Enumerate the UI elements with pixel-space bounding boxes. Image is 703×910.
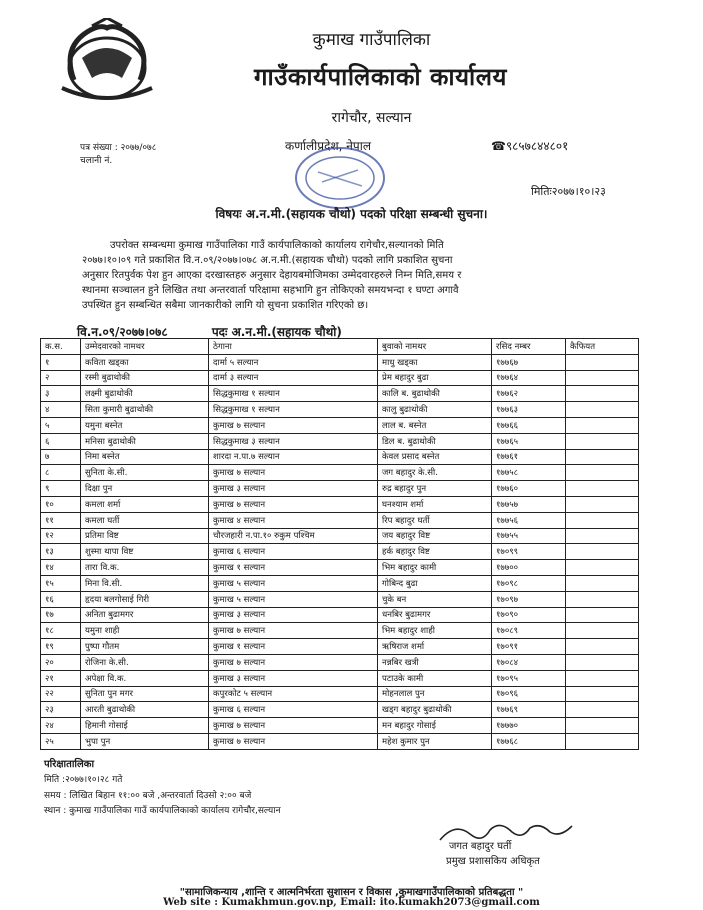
table-row: [41, 560, 639, 576]
table-cell: १७७६४: [492, 370, 566, 386]
table-cell: कुमाख ७ सल्यान: [209, 417, 378, 433]
table-cell: कालि ब. बुढाथोकी: [378, 386, 492, 402]
table-cell: [566, 481, 639, 497]
table-cell: १७७६२: [492, 386, 566, 402]
table-row: [41, 654, 639, 670]
table-cell: [566, 591, 639, 607]
table-cell: [566, 386, 639, 402]
table-cell: पुष्पा गौतम: [81, 639, 209, 655]
exam-date: मिति :२०७७।१०।२८ गते: [44, 775, 123, 785]
table-cell: १७७५६: [492, 512, 566, 528]
table-cell: सिद्धकुमाख ३ सल्यान: [209, 433, 378, 449]
table-cell: सिता कुमारी बुढाथोकी: [81, 402, 209, 418]
table-cell: १७७६६: [492, 417, 566, 433]
exam-place: स्थान : कुमाख गाउँपालिका गाउँ कार्यपालिकाको कार्यालय रागेचौर,सल्यान: [44, 806, 281, 816]
table-cell: १७०८४: [492, 654, 566, 670]
table-cell: [566, 433, 639, 449]
table-cell: रस्मी बुढाथोकी: [81, 370, 209, 386]
table-row: [41, 575, 639, 591]
table-cell: घनश्याम शर्मा: [378, 496, 492, 512]
table-cell: १७७७०: [492, 718, 566, 734]
table-cell: [566, 575, 639, 591]
table-cell: १०: [41, 496, 81, 512]
table-cell: माधु खड्का: [378, 354, 492, 370]
table-cell: १७७६९: [492, 702, 566, 718]
body-line: २०७७।१०।०९ गते प्रकाशित वि.न.०९/२०७७।०७८ अ.न.मी.(सहायक चौथो) पदको लागि प्रकाशित सुचना: [82, 255, 453, 266]
table-cell: यमुना शाही: [81, 623, 209, 639]
table-cell: शुस्मा थापा विष्ट: [81, 544, 209, 560]
exam-time: समय : लिखित बिहान ११:०० बजे ,अन्तरवार्ता दिउसो २:०० बजे: [44, 791, 252, 801]
table-cell: लाल ब. बस्नेत: [378, 417, 492, 433]
table-cell: मनिसा बुढाथोकी: [81, 433, 209, 449]
table-cell: [566, 733, 639, 749]
table-cell: १७७६१: [492, 449, 566, 465]
table-cell: [566, 623, 639, 639]
table-cell: १: [41, 354, 81, 370]
table-cell: लक्ष्मी बुढाथोकी: [81, 386, 209, 402]
table-cell: १७७५७: [492, 496, 566, 512]
table-cell: कुमाख ७ सल्यान: [209, 496, 378, 512]
table-cell: २३: [41, 702, 81, 718]
table-cell: ३: [41, 386, 81, 402]
table-cell: १७०९५: [492, 670, 566, 686]
table-cell: [566, 354, 639, 370]
table-cell: कालु बुढाथोकी: [378, 402, 492, 418]
body-line: स्थानमा सञ्चालन हुने लिखित तथा अन्तरवार्ता परिक्षामा सहभागि हुन तोकिएको समयभन्दा १ घण्टा अगावै: [82, 285, 459, 296]
table-cell: अनिता बुढामगर: [81, 607, 209, 623]
table-cell: मोहनलाल पुन: [378, 686, 492, 702]
table-cell: कुमाख ४ सल्यान: [209, 512, 378, 528]
table-cell: [566, 718, 639, 734]
table-cell: १७७५५: [492, 528, 566, 544]
table-cell: आरती बुढाथोकी: [81, 702, 209, 718]
table-cell: अपेक्षा वि.क.: [81, 670, 209, 686]
table-cell: कुमाख १ सल्यान: [209, 560, 378, 576]
table-row: [41, 639, 639, 655]
body-line: उपरोक्त सम्बन्धमा कुमाख गाउँपालिका गाउँ कार्यपालिकाको कार्यालय रागेचौर,सल्यानको मिति: [110, 240, 444, 251]
table-cell: १७०९७: [492, 591, 566, 607]
table-cell: २१: [41, 670, 81, 686]
table-cell: दिक्षा पुन: [81, 481, 209, 497]
table-cell: तारा वि.क.: [81, 560, 209, 576]
table-cell: [566, 512, 639, 528]
table-cell: कुमाख १ सल्यान: [209, 639, 378, 655]
table-cell: कुमाख ७ सल्यान: [209, 733, 378, 749]
table-cell: नन्नबिर खत्री: [378, 654, 492, 670]
signatory-name: जगत बहादुर घर्ती: [449, 841, 512, 852]
table-row: [41, 718, 639, 734]
table-cell: ८: [41, 465, 81, 481]
office-stamp-icon: [278, 142, 398, 214]
table-cell: [566, 449, 639, 465]
table-cell: २२: [41, 686, 81, 702]
table-cell: [566, 528, 639, 544]
advertisement-number: वि.न.०९/२०७७।०७८: [77, 325, 168, 339]
table-cell: धनबिर बुढामगर: [378, 607, 492, 623]
column-header: कैफियत: [566, 339, 639, 355]
table-cell: कुमाख ७ सल्यान: [209, 465, 378, 481]
table-cell: ६: [41, 433, 81, 449]
table-cell: ७: [41, 449, 81, 465]
table-cell: कमला घर्ती: [81, 512, 209, 528]
phone-number: ☎९८५७८४४८०१: [491, 139, 569, 153]
body-line: अनुसार रितपुर्वक पेश हुन आएका दरखास्तहरु अनुसार देहायबमोजिमका उम्मेदवारहरुले निम्न मिति,समय र: [82, 270, 462, 281]
table-cell: १७०९८: [492, 575, 566, 591]
table-cell: हर्क बहादुर विष्ट: [378, 544, 492, 560]
table-cell: १७७६८: [492, 733, 566, 749]
table-row: [41, 512, 639, 528]
table-header-row: [41, 339, 639, 355]
table-row: [41, 370, 639, 386]
table-cell: [566, 496, 639, 512]
table-cell: [566, 417, 639, 433]
table-cell: १७०९०: [492, 607, 566, 623]
table-cell: १७७५८: [492, 465, 566, 481]
column-header: उम्मेदवारको नामथर: [81, 339, 209, 355]
notice-body: [82, 238, 627, 313]
table-cell: १७७६०: [492, 481, 566, 497]
table-cell: जय बहादुर विष्ट: [378, 528, 492, 544]
notice-date: मितिः२०७७।१०।२३: [531, 185, 606, 198]
table-cell: [566, 402, 639, 418]
table-cell: १८: [41, 623, 81, 639]
table-cell: १७०९१: [492, 639, 566, 655]
table-row: [41, 449, 639, 465]
table-cell: [566, 607, 639, 623]
table-cell: दार्मा ३ सल्यान: [209, 370, 378, 386]
table-cell: ९: [41, 481, 81, 497]
table-cell: १७७६३: [492, 402, 566, 418]
table-cell: प्रतिमा विष्ट: [81, 528, 209, 544]
table-row: [41, 386, 639, 402]
table-cell: कुमाख ५ सल्यान: [209, 575, 378, 591]
table-row: [41, 591, 639, 607]
column-header: ठेगाना: [209, 339, 378, 355]
table-cell: पटाउके कामी: [378, 670, 492, 686]
column-header: रसिद नम्बर: [492, 339, 566, 355]
table-row: [41, 670, 639, 686]
signatory-title: प्रमुख प्रशासकिय अधिकृत: [446, 856, 540, 867]
table-cell: चुके बन: [378, 591, 492, 607]
table-cell: ११: [41, 512, 81, 528]
table-cell: कुमाख ७ सल्यान: [209, 623, 378, 639]
table-cell: [566, 670, 639, 686]
footer-motto: "सामाजिकन्याय ,शान्ति र आत्मनिर्भरता सुशासन र विकास ,कुमाखगाउँपालिकाको प्रतिबद्धता ": [179, 887, 524, 898]
table-row: [41, 481, 639, 497]
office-address: रागेचौर, सल्यान: [331, 110, 412, 126]
table-cell: २: [41, 370, 81, 386]
table-cell: १७७००: [492, 560, 566, 576]
table-row: [41, 686, 639, 702]
table-cell: कुमाख ३ सल्यान: [209, 481, 378, 497]
table-cell: २५: [41, 733, 81, 749]
table-cell: गोबिन्द बुढा: [378, 575, 492, 591]
column-header: क.स.: [41, 339, 81, 355]
table-cell: कुमाख ३ सल्यान: [209, 607, 378, 623]
table-row: [41, 607, 639, 623]
table-cell: रुद्र बहादुर पुन: [378, 481, 492, 497]
table-row: [41, 496, 639, 512]
table-cell: २४: [41, 718, 81, 734]
table-cell: १७०९९: [492, 544, 566, 560]
letter-number: पत्र संख्या : २०७७/०७८: [80, 143, 157, 153]
table-cell: १२: [41, 528, 81, 544]
table-cell: [566, 702, 639, 718]
table-cell: ५: [41, 417, 81, 433]
table-cell: भिम बहादुर शाही: [378, 623, 492, 639]
table-cell: [566, 544, 639, 560]
table-cell: १५: [41, 575, 81, 591]
table-cell: ऋषिराज शर्मा: [378, 639, 492, 655]
table-cell: दार्मा ५ सल्यान: [209, 354, 378, 370]
table-row: [41, 544, 639, 560]
table-cell: हिमानी गोसाई: [81, 718, 209, 734]
table-cell: १३: [41, 544, 81, 560]
province: कर्णालीप्रदेश, नेपाल: [285, 139, 371, 153]
table-cell: खड्ग बहादुर बुढाथोकी: [378, 702, 492, 718]
table-cell: [566, 560, 639, 576]
table-row: [41, 354, 639, 370]
table-cell: १७०९६: [492, 686, 566, 702]
table-cell: कुमाख ७ सल्यान: [209, 718, 378, 734]
table-cell: कविता खड्का: [81, 354, 209, 370]
table-cell: सिद्धकुमाख १ सल्यान: [209, 386, 378, 402]
table-cell: सुनिता के.सी.: [81, 465, 209, 481]
table-cell: [566, 686, 639, 702]
table-cell: कुमाख ७ सल्यान: [209, 654, 378, 670]
table-cell: कुमाख ५ सल्यान: [209, 591, 378, 607]
post-name: पदः अ.न.मी.(सहायक चौथो): [211, 325, 342, 339]
table-cell: कमला शर्मा: [81, 496, 209, 512]
table-row: [41, 528, 639, 544]
table-cell: हृदया बलगोसाई गिरी: [81, 591, 209, 607]
table-row: [41, 733, 639, 749]
table-row: [41, 402, 639, 418]
candidate-table: [40, 338, 639, 750]
table-cell: कुमाख ६ सल्यान: [209, 702, 378, 718]
table-cell: कुमाख ६ सल्यान: [209, 544, 378, 560]
table-cell: २०: [41, 654, 81, 670]
body-line: उपस्थित हुन सम्बन्धित सबैमा जानकारीको लागि यो सुचना प्रकाशित गरिएको छ।: [82, 300, 369, 311]
table-row: [41, 417, 639, 433]
notice-subject: विषयः अ.न.मी.(सहायक चौथो) पदको परिक्षा सम्बन्धी सुचना।: [215, 207, 488, 221]
table-cell: कुमाख ३ सल्यान: [209, 670, 378, 686]
table-cell: १७: [41, 607, 81, 623]
column-header: बुवाको नामथर: [378, 339, 492, 355]
table-cell: मिना वि.सी.: [81, 575, 209, 591]
table-row: [41, 702, 639, 718]
table-row: [41, 433, 639, 449]
table-cell: १७७६५: [492, 433, 566, 449]
table-cell: सिद्धकुमाख १ सल्यान: [209, 402, 378, 418]
table-cell: रिप बहादुर घर्ती: [378, 512, 492, 528]
table-cell: १६: [41, 591, 81, 607]
table-cell: यमुना बस्नेत: [81, 417, 209, 433]
table-cell: [566, 465, 639, 481]
dispatch-number: चलानी नं.: [80, 156, 113, 166]
org-name: कुमाख गाउँपालिका: [312, 30, 431, 50]
table-cell: [566, 654, 639, 670]
table-cell: चौरजहारी न.पा.१० रुकुम पश्चिम: [209, 528, 378, 544]
table-cell: कपुरकोट ५ सल्यान: [209, 686, 378, 702]
footer-contact: Web site : Kumakhmun.gov.np, Email: ito.kumakh2073@gmail.com: [163, 897, 540, 908]
table-cell: १९: [41, 639, 81, 655]
table-cell: केवल प्रसाद बस्नेत: [378, 449, 492, 465]
table-cell: [566, 639, 639, 655]
table-cell: डिल ब. बुढाथोकी: [378, 433, 492, 449]
exam-schedule-title: परिक्षातालिका: [44, 759, 95, 770]
table-cell: सुनिता पुन मगर: [81, 686, 209, 702]
table-cell: भिम बहादुर कामी: [378, 560, 492, 576]
table-cell: महेश कुमार पुन: [378, 733, 492, 749]
table-cell: रोजिना के.सी.: [81, 654, 209, 670]
table-cell: १४: [41, 560, 81, 576]
table-row: [41, 623, 639, 639]
table-cell: ४: [41, 402, 81, 418]
table-cell: निमा बस्नेत: [81, 449, 209, 465]
table-cell: शारदा न.पा.७ सल्यान: [209, 449, 378, 465]
table-cell: भुपा पुन: [81, 733, 209, 749]
table-cell: १७०८९: [492, 623, 566, 639]
office-title: गाउँकार्यपालिकाको कार्यालय: [254, 63, 507, 91]
table-cell: जग बहादुर के.सी.: [378, 465, 492, 481]
table-cell: प्रेम बहादुर बुढा: [378, 370, 492, 386]
table-cell: [566, 370, 639, 386]
table-row: [41, 465, 639, 481]
table-cell: १७७६७: [492, 354, 566, 370]
table-cell: मन बहादुर गोसाई: [378, 718, 492, 734]
